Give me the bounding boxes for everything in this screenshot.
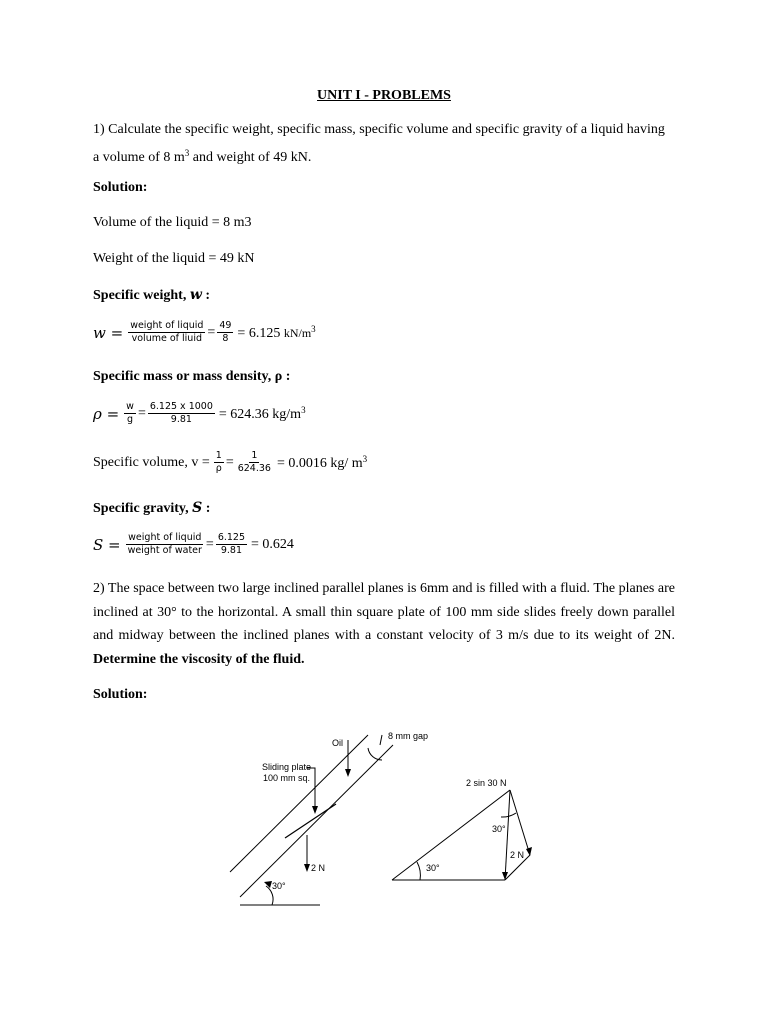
- weight-arrowhead-left: [304, 864, 310, 872]
- fraction: $\frac{\text{weight of liquid}}{\text{volume of liuid}}$: [130, 320, 204, 344]
- weight-label-left: 2 N: [311, 863, 326, 873]
- specific-mass-equation: ρ = $\frac{w}{g}$ = $\frac{6.125 x 1000}{9.81}$ = 624.36 $kg/m^3$: [93, 401, 306, 425]
- oil-arrowhead: [345, 769, 351, 777]
- fraction: $\frac{w}{g}$: [126, 401, 134, 425]
- fraction: $\frac{49}{8}$: [219, 320, 232, 344]
- fraction: $\frac{1}{\rho}$: [215, 450, 222, 474]
- volume-line: Volume of the liquid = 8 m3: [93, 215, 252, 230]
- specific-weight-equation: w = $\frac{\text{weight of liquid}}{\text{volume of liuid}}$ = $\frac{49}{8}$ = 6.125 $kN/m^3$: [93, 320, 316, 344]
- angle-arc-right: [417, 862, 420, 880]
- problem-1-line1: 1) Calculate the specific weight, specific mass, specific volume and specific gravity of a liquid having: [93, 122, 665, 137]
- weight-line: Weight of the liquid = 49 kN: [93, 251, 255, 266]
- triangle-weight-side: [505, 790, 510, 880]
- angle-label-right: 30°: [426, 863, 440, 873]
- plate-arrowhead: [312, 806, 318, 814]
- top-force-label: 2 sin 30 N: [466, 778, 507, 788]
- force-component-line: [510, 790, 530, 855]
- specific-volume-equation: Specific volume, v = $\frac{1}{\rho}$ = $\frac{1}{624.36}$ = 0.0016 kg/ $m^3$: [93, 450, 368, 474]
- gap-leader: [380, 735, 382, 745]
- gap-label: 8 mm gap: [388, 731, 429, 741]
- triangle-hypotenuse: [392, 790, 510, 880]
- oil-label: Oil: [332, 738, 343, 748]
- fraction: $\frac{6.125 x 1000}{9.81}$: [149, 401, 213, 425]
- weight-arrowhead-right: [502, 872, 508, 880]
- plate-label-1: Sliding plate: [262, 762, 312, 772]
- problem-2-text: 2) The space between two large inclined parallel planes is 6mm and is filled with a fluid. The planes are inclined at 30° to the horizontal. A small thin square plate of 100 mm side slides freely down parallel and midway between the inclined planes with a constant velocity of 3 m/s due to its weight of 2N. Determine the viscosity of the fluid.: [93, 581, 675, 667]
- fraction: $\frac{1}{624.36}$: [237, 450, 271, 474]
- solution-1-heading: Solution:: [93, 180, 148, 195]
- weight-label-right: 2 N: [510, 850, 525, 860]
- specific-weight-heading: Specific weight, w :: [93, 287, 211, 303]
- fraction: $\frac{\text{weight of liquid}}{\text{weight of water}}$: [127, 532, 202, 556]
- problem-1-line2: a volume of 8 $m^3$ and weight of 49 kN.: [93, 147, 312, 165]
- angle-label-inner: 30°: [492, 824, 506, 834]
- angle-label-left: 30°: [272, 881, 286, 891]
- plate-label-2: 100 mm sq.: [263, 773, 311, 783]
- specific-mass-heading: Specific mass or mass density, ρ :: [93, 369, 291, 384]
- solution-2-heading: Solution:: [93, 687, 148, 702]
- upper-plane-line: [230, 735, 368, 872]
- component-arrowhead: [526, 847, 532, 856]
- specific-gravity-heading: Specific gravity, S :: [93, 500, 211, 516]
- fraction: $\frac{6.125}{9.81}$: [217, 532, 246, 556]
- specific-gravity-equation: S = $\frac{\text{weight of liquid}}{\text{weight of water}}$ = $\frac{6.125}{9.81}$ = 0.624: [93, 532, 294, 556]
- page-title: UNIT I - PROBLEMS: [317, 88, 451, 103]
